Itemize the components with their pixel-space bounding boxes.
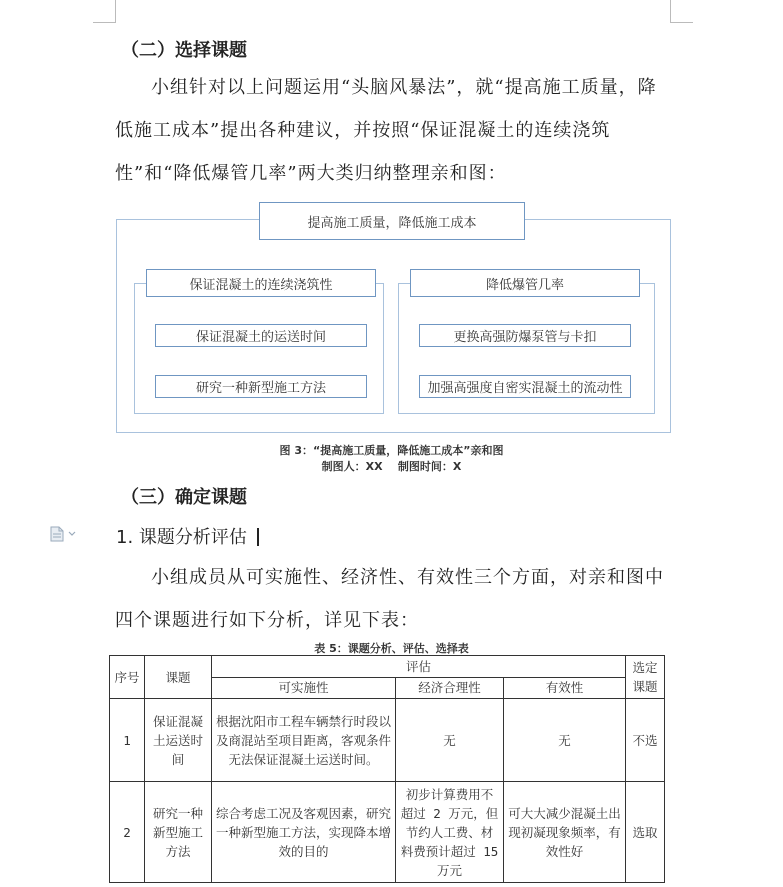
cell-index: 2	[110, 782, 145, 883]
figure-maker: 制图人：XX 制图时间：X	[321, 460, 462, 473]
diagram-left-item-2: 研究一种新型施工方法	[155, 375, 367, 398]
cell-topic: 保证混凝土运送时间	[145, 699, 212, 782]
header-index: 序号	[110, 656, 145, 699]
page-corner-mark-left	[93, 0, 116, 23]
paragraph-1: 小组针对以上问题运用“头脑风暴法”，就“提高施工质量，降低施工成本”提出各种建议，并按照“保证混凝土的连续浇筑性”和“降低爆管几率”两大类归纳整理亲和图：	[115, 77, 657, 184]
table-title: 表 5：课题分析、评估、选择表	[314, 642, 469, 655]
header-effective: 有效性	[504, 677, 626, 699]
text-cursor	[257, 528, 259, 546]
cell-economic: 初步计算费用不超过 2 万元，但节约人工费、材料费预计超过 15 万元	[396, 782, 504, 883]
cell-select: 不选	[626, 699, 665, 782]
section2-heading: （二）选择课题	[121, 40, 247, 61]
chevron-down-icon[interactable]	[68, 531, 76, 537]
cell-effective: 可大大减少混凝土出现初凝现象频率，有效性好	[504, 782, 626, 883]
affinity-diagram	[116, 215, 671, 433]
document-icon[interactable]	[50, 526, 64, 542]
diagram-right-item-1: 更换高强防爆泵管与卡扣	[419, 324, 631, 347]
table-row	[110, 699, 665, 782]
header-select: 选定课题	[626, 656, 665, 699]
cell-economic: 无	[396, 699, 504, 782]
section3-heading: （三）确定课题	[121, 487, 247, 508]
cell-feasible: 综合考虑工况及客观因素，研究一种新型施工方法，实现降本增效的目的	[212, 782, 396, 883]
paragraph-2: 小组成员从可实施性、经济性、有效性三个方面，对亲和图中四个课题进行如下分析，详见下表：	[115, 567, 664, 631]
diagram-left-title: 保证混凝土的连续浇筑性	[146, 269, 376, 297]
diagram-right-title: 降低爆管几率	[410, 269, 640, 297]
diagram-right-item-2: 加强高强度自密实混凝土的流动性	[419, 375, 631, 398]
cell-topic: 研究一种新型施工方法	[145, 782, 212, 883]
header-economic: 经济合理性	[396, 677, 504, 699]
header-topic: 课题	[145, 656, 212, 699]
cell-effective: 无	[504, 699, 626, 782]
header-eval: 评估	[212, 656, 626, 678]
analysis-table	[109, 655, 665, 883]
diagram-left-item-1: 保证混凝土的运送时间	[155, 324, 367, 347]
cell-index: 1	[110, 699, 145, 782]
figure-caption: 图 3：“提高施工质量，降低施工成本”亲和图	[279, 444, 504, 457]
cell-select: 选取	[626, 782, 665, 883]
cell-feasible: 根据沈阳市工程车辆禁行时段以及商混站至项目距离，客观条件无法保证混凝土运送时间。	[212, 699, 396, 782]
subheading: 1. 课题分析评估	[116, 523, 259, 549]
table-row	[110, 782, 665, 883]
diagram-top-box: 提高施工质量，降低施工成本	[259, 202, 525, 240]
page-corner-mark-right	[670, 0, 693, 23]
header-feasible: 可实施性	[212, 677, 396, 699]
